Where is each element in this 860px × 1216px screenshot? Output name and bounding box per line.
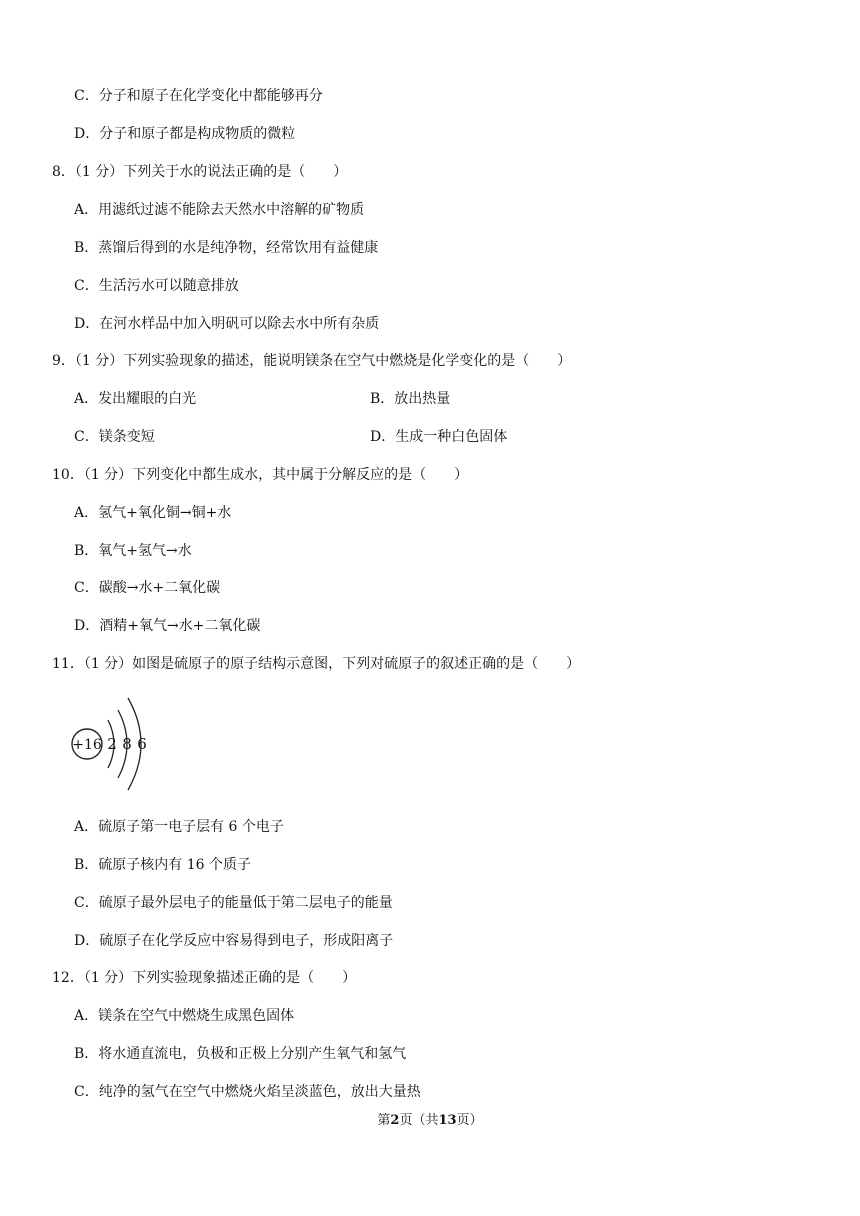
shell-2-electrons: 8: [122, 735, 132, 753]
option-8a: A．用滤纸过滤不能除去天然水中溶解的矿物质: [74, 202, 365, 218]
option-11a: A．硫原子第一电子层有 6 个电子: [74, 819, 284, 835]
shell-3-electrons: 6: [137, 735, 147, 753]
option-7d: D．分子和原子都是构成物质的微粒: [74, 126, 296, 142]
option-9c: C．镁条变短: [74, 429, 155, 445]
option-11c: C．硫原子最外层电子的能量低于第二层电子的能量: [74, 895, 393, 911]
option-7c: C．分子和原子在化学变化中都能够再分: [74, 88, 323, 104]
footer-page-number: 2: [390, 1113, 400, 1128]
option-8b: B．蒸馏后得到的水是纯净物，经常饮用有益健康: [74, 240, 379, 256]
option-12c: C．纯净的氢气在空气中燃烧火焰呈淡蓝色，放出大量热: [74, 1084, 421, 1100]
option-9b: B．放出热量: [370, 391, 451, 407]
option-9a: A．发出耀眼的白光: [74, 391, 197, 407]
option-9d: D．生成一种白色固体: [370, 429, 508, 445]
nucleus-charge: +16: [72, 737, 102, 753]
option-12b: B．将水通直流电，负极和正极上分别产生氧气和氢气: [74, 1046, 407, 1062]
footer-prefix: 第: [377, 1113, 391, 1128]
option-11d: D．硫原子在化学反应中容易得到电子，形成阳离子: [74, 933, 394, 949]
question-8: 8．（1 分）下列关于水的说法正确的是（ ）: [52, 164, 348, 180]
question-10: 10．（1 分）下列变化中都生成水，其中属于分解反应的是（ ）: [52, 467, 469, 483]
option-11b: B．硫原子核内有 16 个质子: [74, 857, 252, 873]
option-10b: B．氧气+氢气→水: [74, 543, 192, 559]
option-8d: D．在河水样品中加入明矾可以除去水中所有杂质: [74, 316, 380, 332]
sulfur-atom-structure-diagram: [66, 690, 166, 800]
page-footer: [0, 1112, 860, 1130]
option-10a: A．氢气+氧化铜→铜+水: [74, 505, 232, 521]
question-12: 12．（1 分）下列实验现象描述正确的是（ ）: [52, 970, 357, 986]
option-10c: C．碳酸→水+二氧化碳: [74, 580, 221, 596]
footer-middle: 页（共: [399, 1113, 439, 1128]
shell-1-electrons: 2: [107, 735, 117, 753]
footer-total-pages: 13: [438, 1113, 457, 1128]
footer-suffix: 页）: [456, 1113, 483, 1128]
option-8c: C．生活污水可以随意排放: [74, 278, 239, 294]
option-12a: A．镁条在空气中燃烧生成黑色固体: [74, 1008, 295, 1024]
question-9: 9．（1 分）下列实验现象的描述，能说明镁条在空气中燃烧是化学变化的是（ ）: [52, 353, 572, 369]
option-10d: D．酒精+氧气→水+二氧化碳: [74, 618, 261, 634]
question-11: 11．（1 分）如图是硫原子的原子结构示意图，下列对硫原子的叙述正确的是（ ）: [52, 656, 581, 672]
